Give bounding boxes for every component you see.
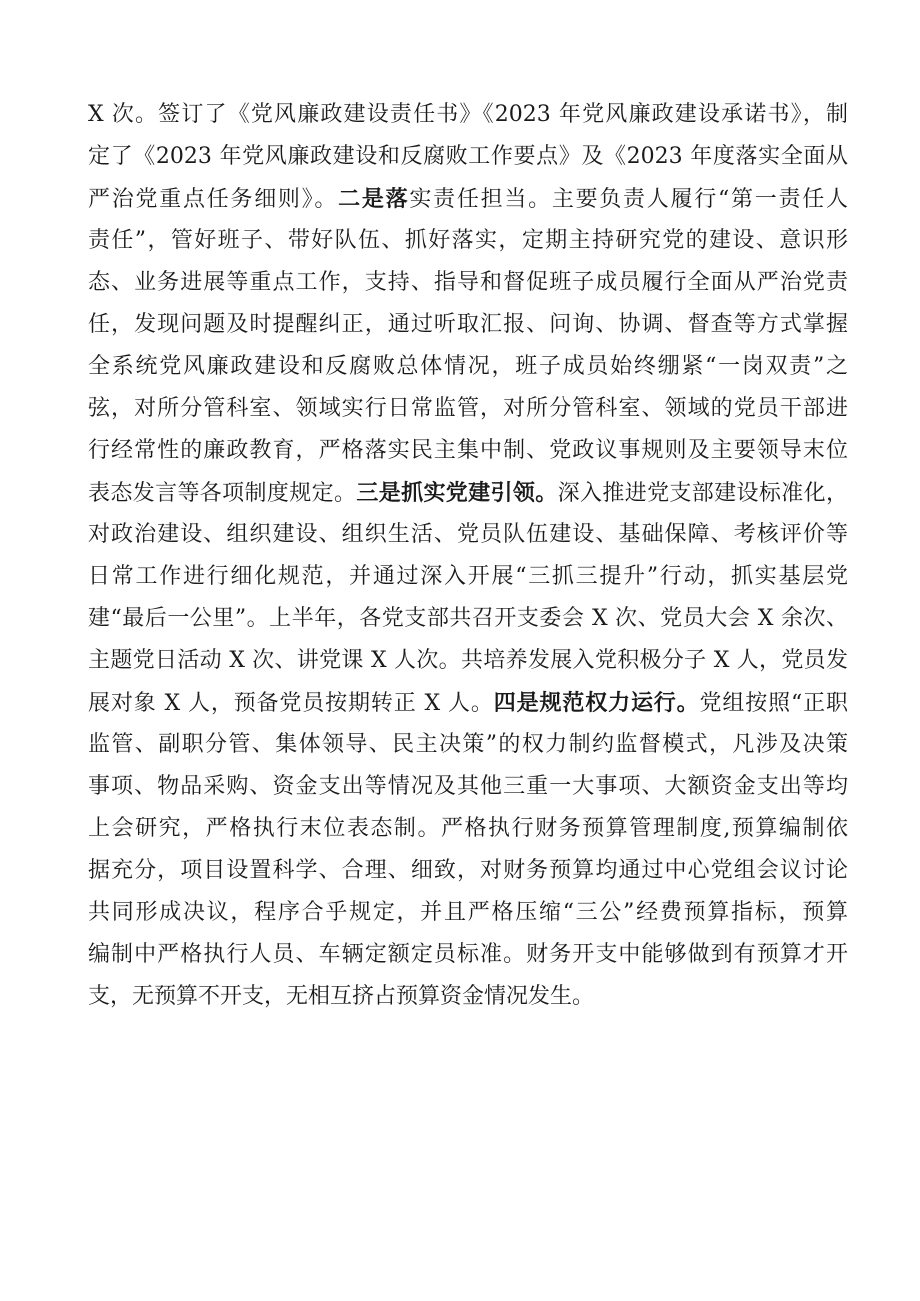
- text-segment: 党组按照“正职: [699, 691, 848, 716]
- text-segment: 弦，对所分管科室、领域实行日常监管，对所分管科室、领域的党员干部进: [88, 396, 848, 421]
- text-segment: 态、业务进展等重点工作，支持、指导和督促班子成员履行全面从严治党责: [88, 270, 848, 295]
- body-paragraph: [88, 94, 848, 1018]
- text-line: [88, 472, 848, 514]
- text-line: [88, 892, 848, 934]
- text-segment: 据充分，项目设置科学、合理、细致，对财务预算均通过中心党组会议讨论: [88, 858, 848, 883]
- text-line: [88, 514, 848, 556]
- bold-heading-phrase: 二是落: [338, 186, 410, 212]
- text-line: [88, 430, 848, 472]
- text-segment: 主题党日活动 X 次、讲党课 X 人次。共培养发展入党积极分子 X 人，党员发: [88, 648, 848, 673]
- text-segment: 实责任担当。主要负责人履行“第一责任人: [409, 187, 848, 212]
- text-segment: 共同形成决议，程序合乎规定，并且严格压缩“三公”经费预算指标，预算: [88, 900, 848, 925]
- text-line: [88, 682, 848, 724]
- text-line: [88, 262, 848, 304]
- text-line: [88, 178, 848, 220]
- text-segment: 日常工作进行细化规范，并通过深入开展“三抓三提升”行动，抓实基层党: [88, 564, 848, 589]
- text-segment: 事项、物品采购、资金支出等情况及其他三重一大事项、大额资金支出等均: [88, 774, 848, 799]
- text-line: [88, 94, 848, 136]
- text-line: [88, 346, 848, 388]
- text-line: [88, 808, 848, 850]
- bold-heading-phrase: 三是抓实党建引领。: [356, 480, 558, 506]
- text-segment: 全系统党风廉政建设和反腐败总体情况，班子成员始终绷紧“一岗双责”之: [88, 354, 848, 379]
- text-line: [88, 304, 848, 346]
- text-segment: 表态发言等各项制度规定。: [88, 481, 357, 506]
- text-segment: 上会研究，严格执行末位表态制。严格执行财务预算管理制度,预算编制依: [88, 816, 848, 841]
- text-segment: 任，发现问题及时提醒纠正，通过听取汇报、问询、协调、督查等方式掌握: [88, 312, 848, 337]
- text-segment: 展对象 X 人，预备党员按期转正 X 人。: [88, 691, 494, 716]
- text-segment: 责任”，管好班子、带好队伍、抓好落实，定期主持研究党的建设、意识形: [88, 228, 848, 253]
- text-line: [88, 598, 848, 640]
- text-segment: 支，无预算不开支，无相互挤占预算资金情况发生。: [88, 984, 595, 1009]
- text-line: [88, 976, 848, 1018]
- text-segment: 深入推进党支部建设标准化，: [557, 481, 848, 506]
- bold-heading-phrase: 四是规范权力运行。: [493, 690, 700, 716]
- text-segment: 监管、副职分管、集体领导、民主决策”的权力制约监督模式，凡涉及决策: [88, 732, 848, 757]
- text-segment: 严治党重点任务细则》。: [88, 187, 339, 212]
- text-line: [88, 136, 848, 178]
- text-segment: 建“最后一公里”。上半年，各党支部共召开支委会 X 次、党员大会 X 余次、: [88, 606, 848, 631]
- text-line: [88, 556, 848, 598]
- text-line: [88, 934, 848, 976]
- text-line: [88, 640, 848, 682]
- text-segment: 对政治建设、组织建设、组织生活、党员队伍建设、基础保障、考核评价等: [88, 522, 848, 547]
- text-line: [88, 850, 848, 892]
- text-line: [88, 388, 848, 430]
- text-segment: X 次。签订了《党风廉政建设责任书》《2023 年党风廉政建设承诺书》，制: [88, 102, 848, 127]
- text-line: [88, 724, 848, 766]
- text-line: [88, 220, 848, 262]
- text-segment: 编制中严格执行人员、车辆定额定员标准。财务开支中能够做到有预算才开: [88, 942, 848, 967]
- text-line: [88, 766, 848, 808]
- text-segment: 行经常性的廉政教育，严格落实民主集中制、党政议事规则及主要领导末位: [88, 438, 848, 463]
- text-segment: 定了《2023 年党风廉政建设和反腐败工作要点》及《2023 年度落实全面从: [88, 144, 848, 169]
